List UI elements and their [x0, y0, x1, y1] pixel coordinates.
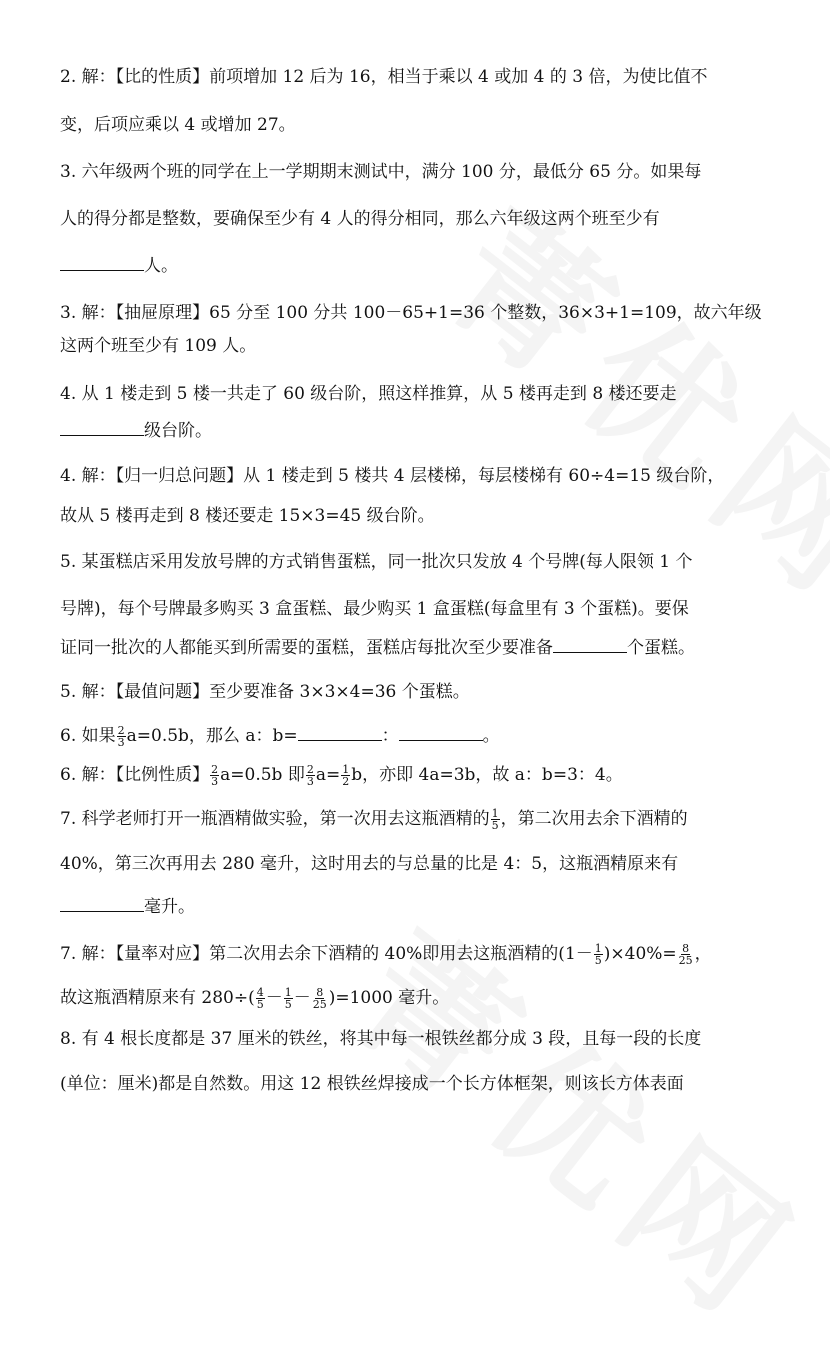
answer-blank[interactable]: [553, 638, 627, 653]
question-3-line-2: 人的得分都是整数，要确保至少有 4 人的得分相同，那么六年级这两个班至少有: [60, 209, 660, 229]
question-4-line-2: [60, 420, 780, 442]
question-5-text: 证同一批次的人都能买到所需要的蛋糕，蛋糕店每批次至少要准备: [60, 638, 553, 658]
fraction: $\frac{8}{25}$: [312, 986, 327, 1011]
answer-4-line-2: 故从 5 楼再走到 8 楼还要走 15×3=45 级台阶。: [60, 506, 435, 526]
question-5-line-3: [60, 637, 780, 659]
fraction: $\frac{4}{5}$: [256, 986, 264, 1011]
question-7-line-1: 7. 科学老师打开一瓶酒精做实验，第一次用去这瓶酒精的 $\frac{1}{5}$ ，第二次用去余下酒精的: [60, 807, 688, 832]
fraction: $\frac{1}{5}$: [284, 986, 292, 1011]
question-4-suffix: 级台阶。: [144, 421, 212, 441]
answer-2-line-2: 变，后项应乘以 4 或增加 27。: [60, 115, 296, 135]
question-4-line-1: 4. 从 1 楼走到 5 楼一共走了 60 级台阶，照这样推算，从 5 楼再走到 8 楼还要走: [60, 384, 677, 404]
answer-blank[interactable]: [298, 726, 382, 741]
fraction: $\frac{8}{25}$: [678, 942, 693, 967]
fraction: $\frac{1}{5}$: [491, 807, 499, 832]
question-7-line-3: 毫升。: [60, 896, 780, 918]
question-6-line: 6. 如果 $\frac{2}{3}$ a=0.5b，那么 a：b= ： 。: [60, 724, 500, 749]
question-3-line-3: [60, 255, 780, 277]
fraction: $\frac{1}{5}$: [594, 942, 602, 967]
answer-2-line-1: 2. 解：【比的性质】前项增加 12 后为 16，相当于乘以 4 或加 4 的 3 倍，为使比值不: [60, 67, 708, 87]
fraction: $\frac{2}{3}$: [211, 763, 219, 788]
question-3-suffix: 人。: [144, 256, 178, 276]
answer-blank[interactable]: [399, 726, 483, 741]
answer-5-line: 5. 解：【最值问题】至少要准备 3×3×4=36 个蛋糕。: [60, 682, 470, 702]
answer-6-line: 6. 解：【比例性质】 $\frac{2}{3}$ a=0.5b 即 $\frac{2}{3}$ a= $\frac{1}{2}$ b，亦即 4a=3b，故 a：b=3：4。: [60, 763, 623, 788]
question-8-line-1: 8. 有 4 根长度都是 37 厘米的铁丝，将其中每一根铁丝都分成 3 段，且每一段的长度: [60, 1029, 702, 1049]
question-7-line-2: 40%，第三次再用去 280 毫升，这时用去的与总量的比是 4：5，这瓶酒精原来有: [60, 854, 679, 874]
answer-blank[interactable]: [60, 421, 144, 436]
answer-blank[interactable]: [60, 897, 144, 912]
answer-3-line-2: 这两个班至少有 109 人。: [60, 336, 257, 356]
fraction: $\frac{2}{3}$: [117, 724, 125, 749]
question-3-line-1: 3. 六年级两个班的同学在上一学期期末测试中，满分 100 分，最低分 65 分。如果每: [60, 162, 702, 182]
answer-4-line-1: 4. 解：【归一归总问题】从 1 楼走到 5 楼共 4 层楼梯，每层楼梯有 60÷4=15 级台阶，: [60, 466, 725, 486]
answer-7-line-2: 故这瓶酒精原来有 280÷( $\frac{4}{5}$ － $\frac{1}{5}$ － $\frac{8}{25}$ )=1000 毫升。: [60, 986, 450, 1011]
answer-3-line-1: 3. 解：【抽屉原理】65 分至 100 分共 100－65+1=36 个整数，36×3+1=109，故六年级: [60, 303, 762, 323]
fraction: $\frac{2}{3}$: [306, 763, 314, 788]
question-5-suffix: 个蛋糕。: [627, 638, 695, 658]
question-5-line-2: 号牌)，每个号牌最多购买 3 盒蛋糕、最少购买 1 盒蛋糕(每盒里有 3 个蛋糕)。要保: [60, 599, 689, 619]
question-5-line-1: 5. 某蛋糕店采用发放号牌的方式销售蛋糕，同一批次只发放 4 个号牌(每人限领 1 个: [60, 552, 693, 572]
question-8-line-2: (单位：厘米)都是自然数。用这 12 根铁丝焊接成一个长方体框架，则该长方体表面: [60, 1074, 684, 1094]
answer-7-line-1: 7. 解：【量率对应】第二次用去余下酒精的 40%即用去这瓶酒精的(1－ $\frac{1}{5}$ )×40%= $\frac{8}{25}$ ，: [60, 942, 712, 967]
fraction: $\frac{1}{2}$: [342, 763, 350, 788]
answer-blank[interactable]: [60, 256, 144, 271]
